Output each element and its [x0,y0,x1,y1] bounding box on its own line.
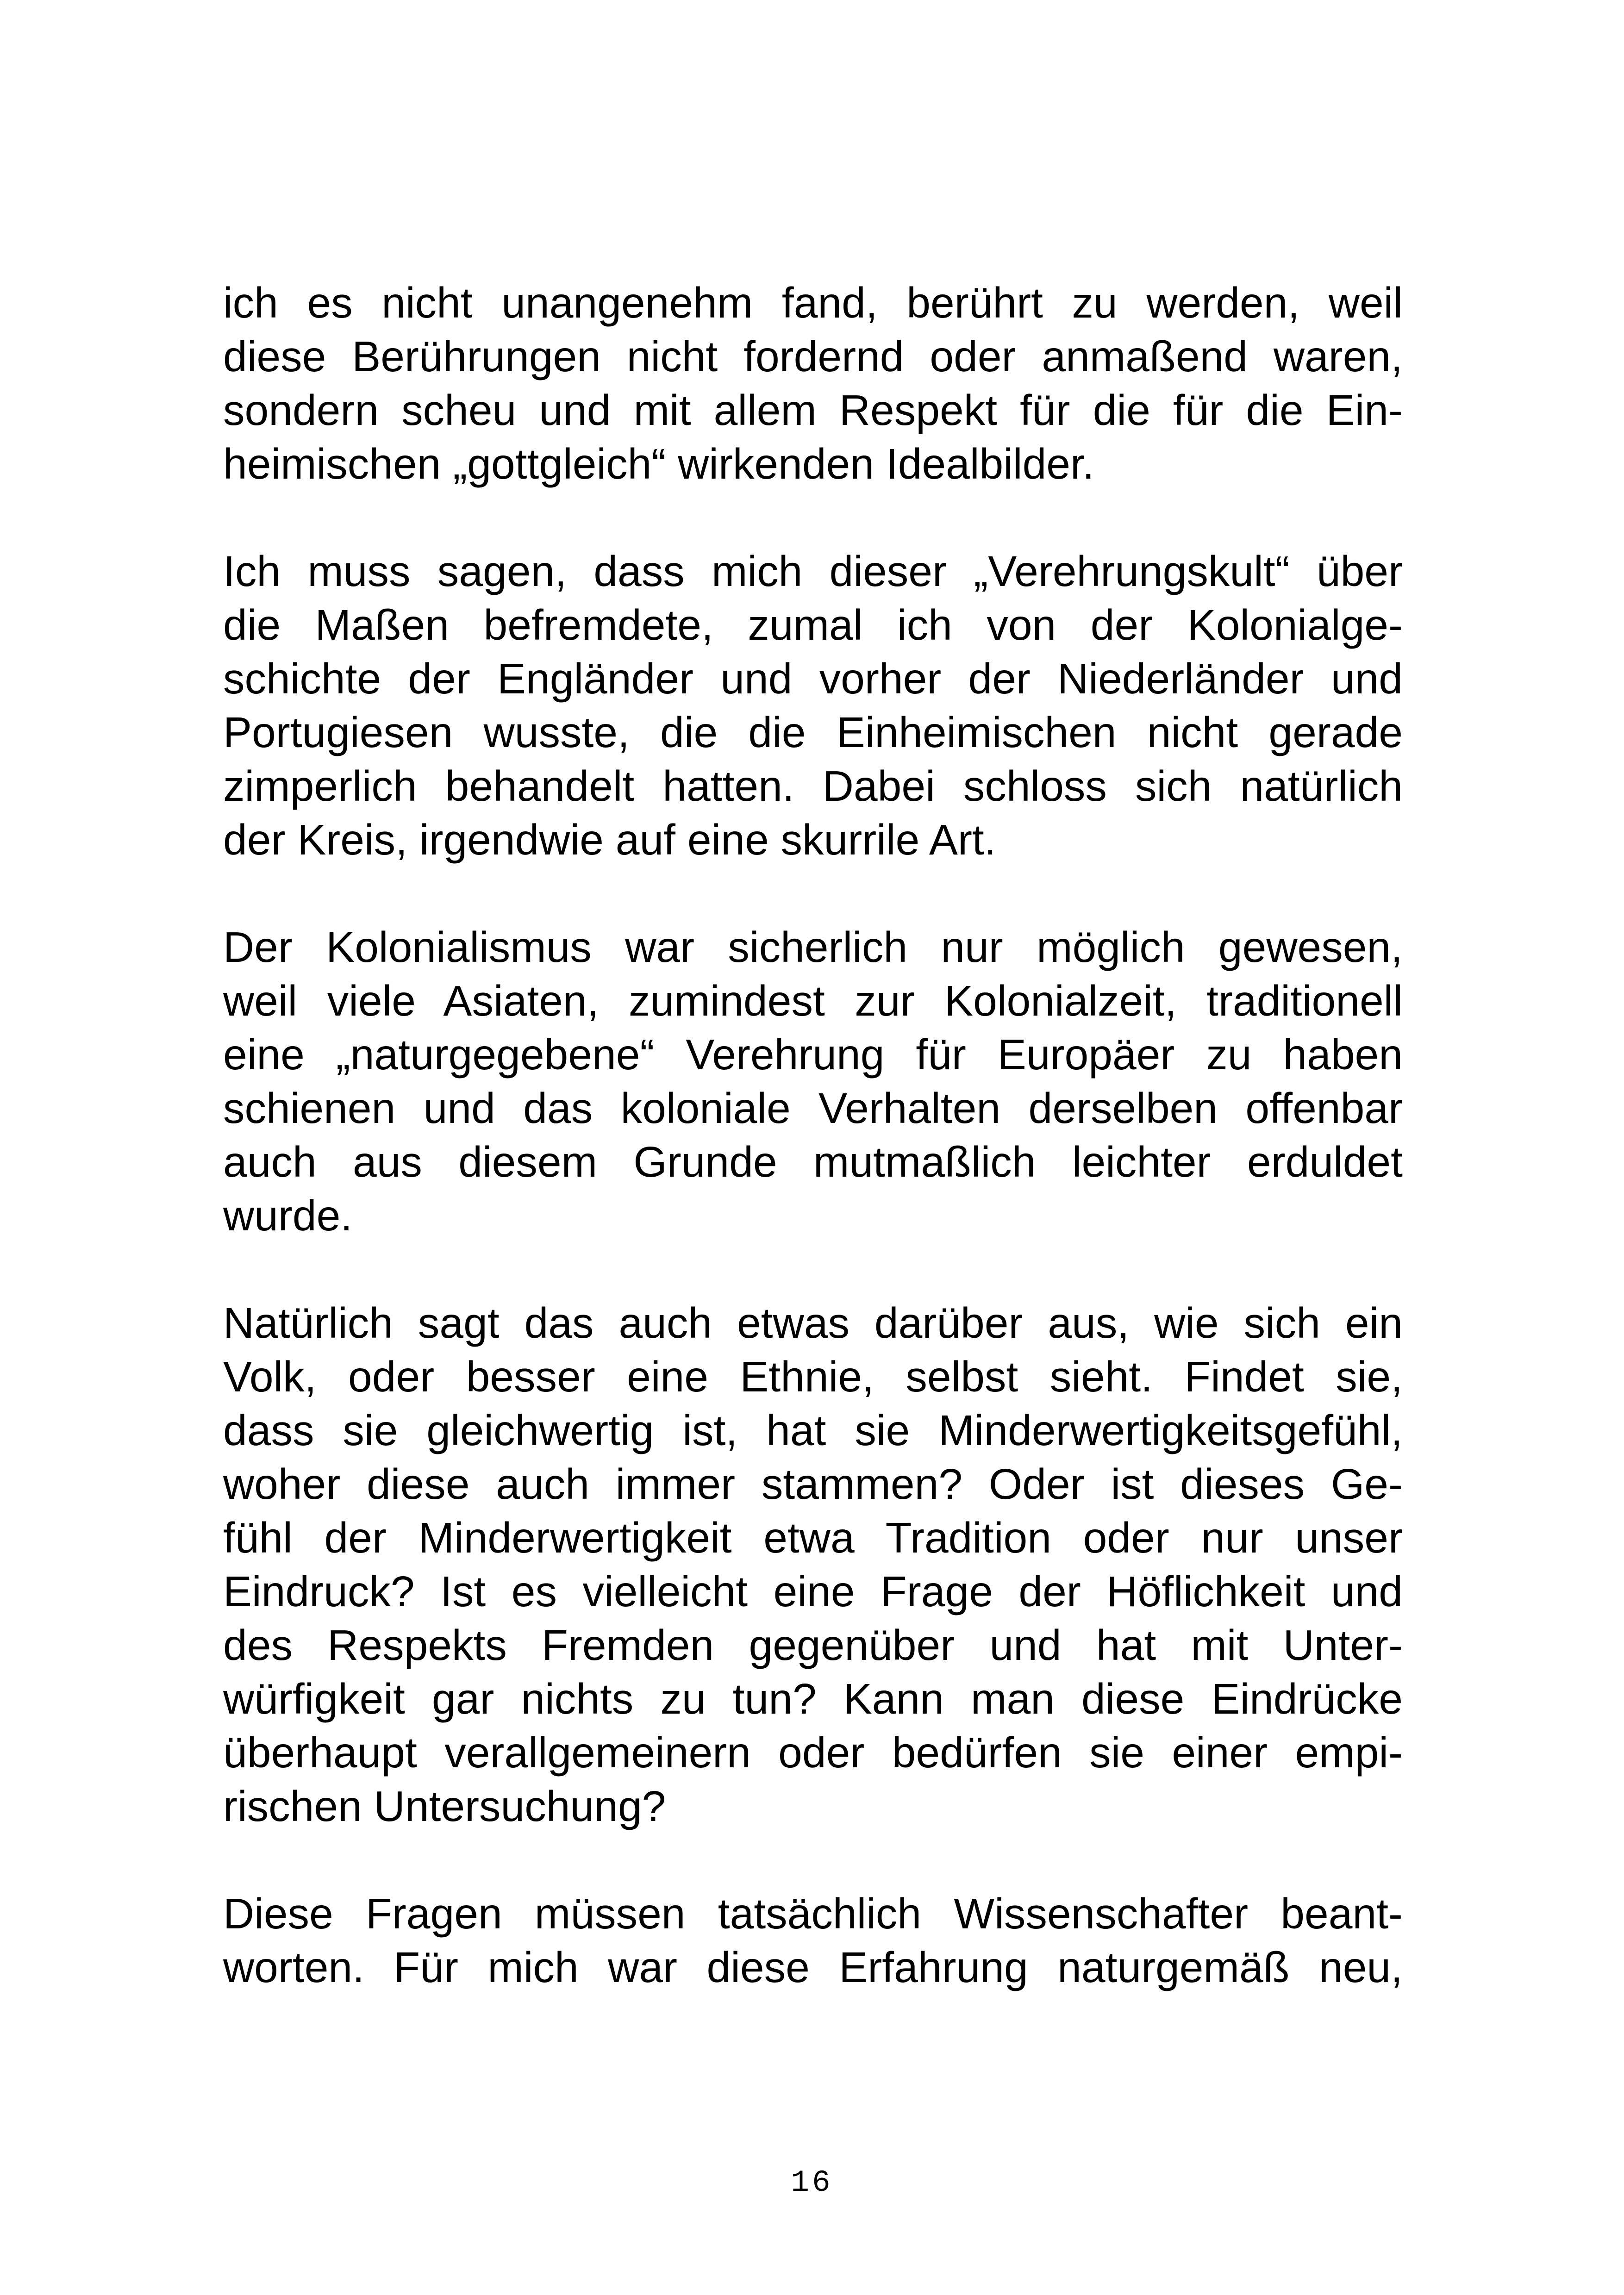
text-line: der Kreis, irgendwie auf eine skurrile Art. [223,816,996,864]
text-line: fühl der Minderwertigkeit etwa Tradition oder nur unser [223,1514,1403,1562]
text-line: Eindruck? Ist es vielleicht eine Frage der Höflichkeit und [223,1567,1403,1615]
text-line: Ich muss sagen, dass mich dieser „Verehrungskult“ über [223,547,1403,595]
paragraph-5 [223,1887,1403,1994]
paragraph-4 [223,1296,1403,1833]
text-line: überhaupt verallgemeinern oder bedürfen sie einer empi- [223,1728,1403,1777]
text-line: schienen und das koloniale Verhalten derselben offenbar [223,1084,1403,1132]
text-line: heimischen „gottgleich“ wirkenden Idealbilder. [223,440,1094,488]
text-line: die Maßen befremdete, zumal ich von der Kolonialge- [223,601,1403,649]
text-line: dass sie gleichwertig ist, hat sie Minderwertigkeitsgefühl, [223,1406,1403,1454]
text-line: diese Berührungen nicht fordernd oder anmaßend waren, [223,332,1403,380]
text-line: Diese Fragen müssen tatsächlich Wissenschafter beant- [223,1890,1403,1938]
text-line: sondern scheu und mit allem Respekt für die für die Ein- [223,386,1403,434]
paragraph-1 [223,276,1403,491]
text-line: Der Kolonialismus war sicherlich nur möglich gewesen, [223,923,1403,971]
text-line: ich es nicht unangenehm fand, berührt zu werden, weil [223,279,1403,327]
text-line: rischen Untersuchung? [223,1782,666,1830]
text-line: schichte der Engländer und vorher der Niederländer und [223,655,1403,703]
text-line: würfigkeit gar nichts zu tun? Kann man diese Eindrücke [223,1675,1403,1723]
text-line: eine „naturgegebene“ Verehrung für Europäer zu haben [223,1030,1403,1079]
paragraph-3 [223,920,1403,1242]
text-line: auch aus diesem Grunde mutmaßlich leichter erduldet [223,1138,1403,1186]
text-line: Portugiesen wusste, die die Einheimischen nicht gerade [223,708,1403,756]
text-line: worten. Für mich war diese Erfahrung naturgemäß neu, [223,1943,1403,1991]
text-line: weil viele Asiaten, zumindest zur Kolonialzeit, traditionell [223,977,1403,1025]
text-line: wurde. [223,1191,353,1240]
text-line: des Respekts Fremden gegenüber und hat mit Unter- [223,1621,1403,1669]
page-number: 16 [791,2165,833,2200]
body-text [223,276,1403,2048]
text-line: zimperlich behandelt hatten. Dabei schloss sich natürlich [223,762,1403,810]
paragraph-2 [223,544,1403,867]
text-line: Natürlich sagt das auch etwas darüber aus, wie sich ein [223,1299,1403,1347]
text-line: woher diese auch immer stammen? Oder ist dieses Ge- [223,1460,1403,1508]
text-line: Volk, oder besser eine Ethnie, selbst sieht. Findet sie, [223,1353,1403,1401]
